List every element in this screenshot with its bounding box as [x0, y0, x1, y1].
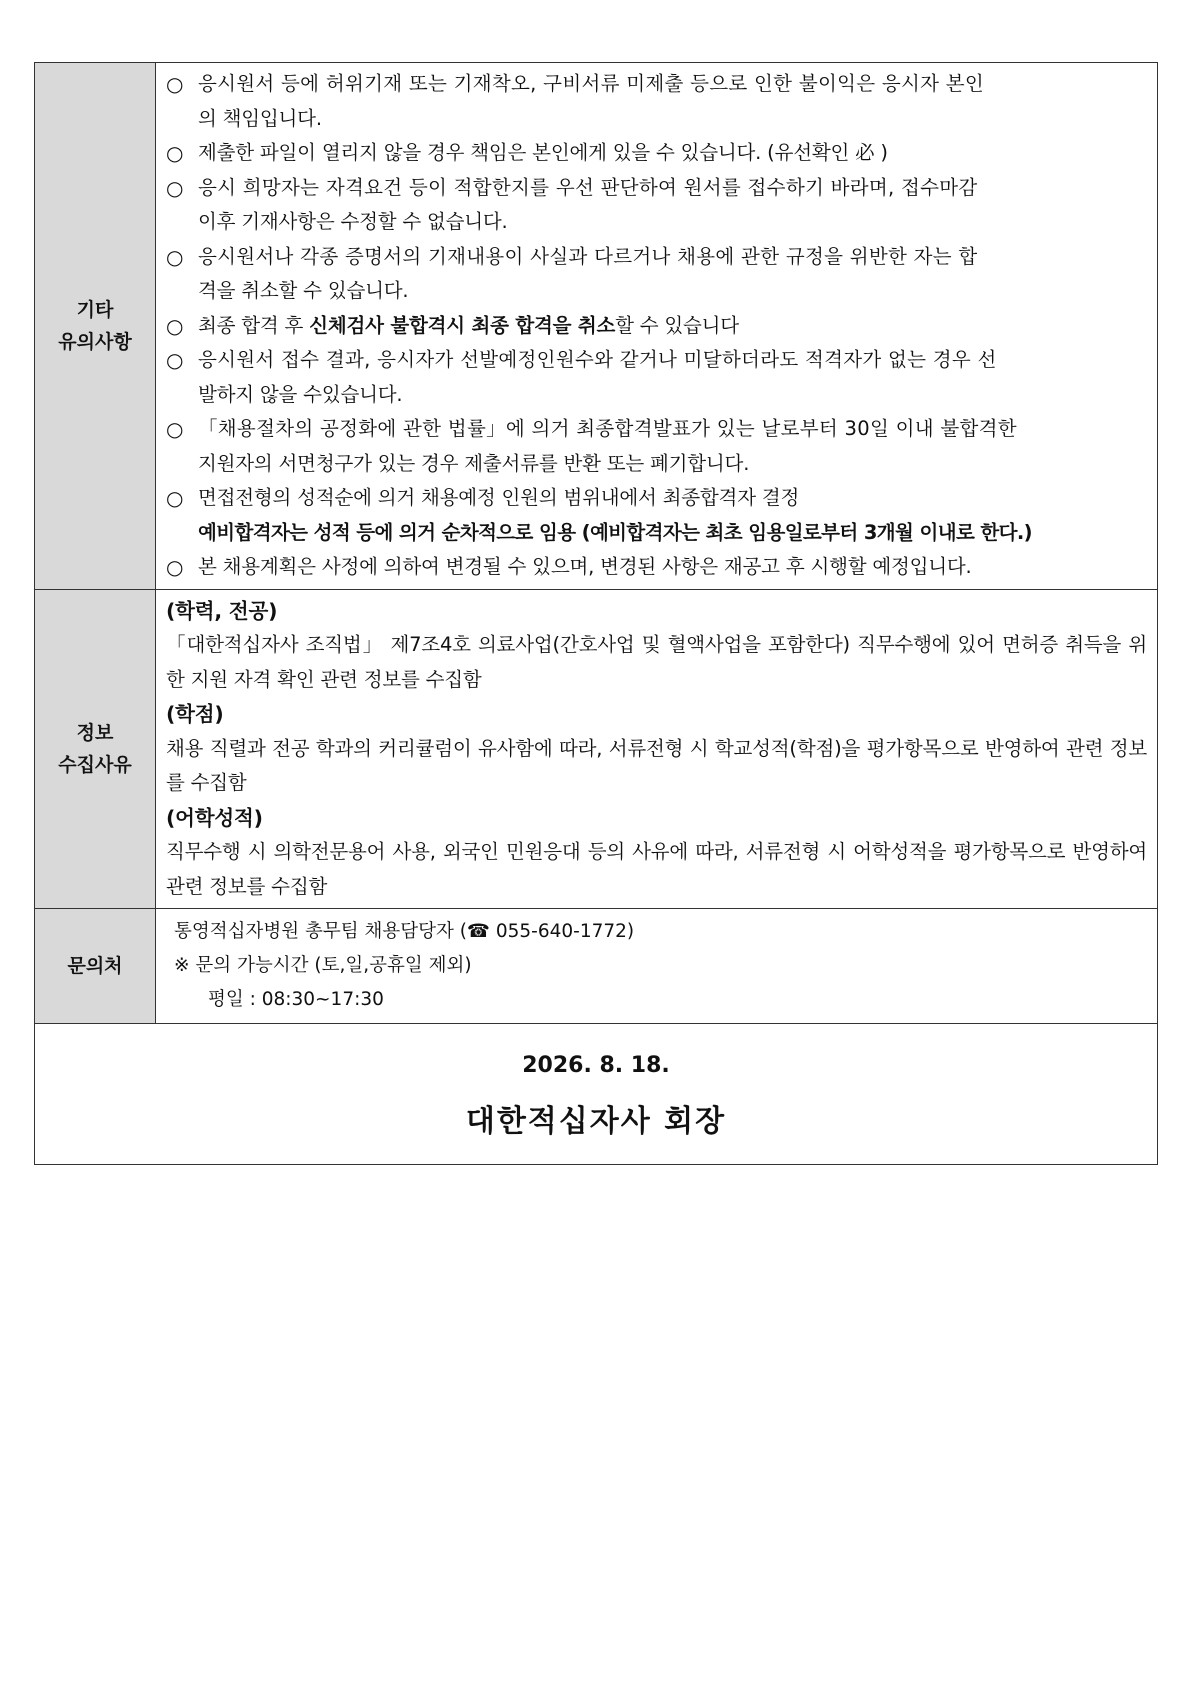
info-row	[35, 589, 1158, 909]
contact-person: 통영적십자병원 총무팀 채용담당자 (☎ 055-640-1772)	[174, 921, 635, 942]
note-item-6	[166, 343, 1147, 378]
note-continuation: 이후 기재사항은 수정할 수 없습니다.	[198, 210, 508, 233]
section-title-credits: (학점)	[166, 702, 224, 726]
note-text: 응시원서 등에 허위기재 또는 기재착오, 구비서류 미제출 등으로 인한 불이익은 응시자 본인	[198, 72, 985, 95]
section-title-education: (학력, 전공)	[166, 598, 278, 623]
note-continuation: 의 책임입니다.	[198, 106, 322, 130]
info-content	[156, 589, 1158, 909]
notes-label-line1: 기타	[76, 298, 114, 321]
notes-label	[35, 63, 156, 590]
announcement-date: 2026. 8. 18.	[522, 1053, 670, 1078]
contact-content	[156, 909, 1158, 1024]
note-emphasis-line: 예비합격자는 성적 등에 의거 순차적으로 임용 (예비합격자는 최초 임용일로부터 3개월 이내로 한다.)	[198, 520, 1032, 544]
circle-bullet-icon: ○	[166, 555, 184, 579]
section-text-credits: 채용 직렬과 전공 학과의 커리큘럼이 유사함에 따라, 서류전형 시 학교성적(학점)을 평가항목으로 반영하여 관련 정보를 수집함	[166, 736, 1147, 794]
note-text: 응시원서나 각종 증명서의 기재내용이 사실과 다르거나 채용에 관한 규정을 위반한 자는 합	[198, 244, 978, 268]
footer-cell	[35, 1024, 1158, 1165]
circle-bullet-icon: ○	[166, 313, 184, 338]
note-item-4	[166, 240, 1147, 275]
circle-bullet-icon: ○	[166, 348, 184, 372]
notes-content	[156, 63, 1158, 590]
issuer-name: 대한적십자사 회장	[465, 1104, 727, 1139]
section-text-language: 직무수행 시 의학전문용어 사용, 외국인 민원응대 등의 사유에 따라, 서류전형 시 어학성적을 평가항목으로 반영하여 관련 정보를 수집함	[166, 840, 1147, 898]
section-text-education: 「대한적십자사 조직법」 제7조4호 의료사업(간호사업 및 혈액사업을 포함한다) 직무수행에 있어 면허증 취득을 위한 지원 자격 확인 관련 정보를 수집함	[166, 633, 1147, 691]
circle-bullet-icon: ○	[166, 417, 184, 441]
notes-label-line2: 유의사항	[58, 330, 132, 353]
note-text: 응시원서 접수 결과, 응시자가 선발예정인원수와 같거나 미달하더라도 적격자가 없는 경우 선	[198, 348, 997, 371]
notes-row	[35, 63, 1158, 590]
note-item-3	[166, 171, 1147, 206]
circle-bullet-icon: ○	[166, 244, 184, 269]
circle-bullet-icon: ○	[166, 175, 184, 200]
note-item-2	[166, 136, 1147, 171]
section-title-language: (어학성적)	[166, 805, 263, 830]
note-item-7	[166, 412, 1147, 447]
note-item-9	[166, 550, 1147, 585]
note-item-5	[166, 309, 1147, 344]
note-continuation: 지원자의 서면청구가 있는 경우 제출서류를 반환 또는 폐기합니다.	[198, 451, 750, 475]
contact-hours: 평일 : 08:30~17:30	[208, 989, 384, 1010]
note-continuation: 격을 취소할 수 있습니다.	[198, 279, 409, 302]
footer-row	[35, 1024, 1158, 1165]
circle-bullet-icon: ○	[166, 486, 184, 510]
contact-label: 문의처	[35, 909, 156, 1024]
note-text: 할 수 있습니다	[615, 313, 739, 337]
note-continuation: 발하지 않을 수있습니다.	[198, 382, 403, 406]
note-item-8	[166, 481, 1147, 516]
contact-hours-note: ※ 문의 가능시간 (토,일,공휴일 제외)	[174, 955, 472, 976]
note-text: 최종 합격 후	[198, 313, 310, 337]
circle-bullet-icon: ○	[166, 141, 184, 165]
info-label-line1: 정보	[76, 721, 114, 744]
note-text: 응시 희망자는 자격요건 등이 적합한지를 우선 판단하여 원서를 접수하기 바라며, 접수마감	[198, 175, 978, 199]
note-text: 제출한 파일이 열리지 않을 경우 책임은 본인에게 있을 수 있습니다. (유선확인 必 )	[198, 141, 888, 164]
note-text: 본 채용계획은 사정에 의하여 변경될 수 있으며, 변경된 사항은 재공고 후 시행할 예정입니다.	[198, 555, 972, 578]
contact-row	[35, 909, 1158, 1024]
notice-table	[34, 62, 1158, 1165]
note-item-1	[166, 67, 1147, 102]
info-label	[35, 589, 156, 909]
info-label-line2: 수집사유	[58, 753, 132, 776]
note-text: 「채용절차의 공정화에 관한 법률」에 의거 최종합격발표가 있는 날로부터 30일 이내 불합격한	[198, 417, 1017, 440]
circle-bullet-icon: ○	[166, 72, 184, 96]
note-text: 면접전형의 성적순에 의거 채용예정 인원의 범위내에서 최종합격자 결정	[198, 486, 800, 509]
note-emphasis: 신체검사 불합격시 최종 합격을 취소	[309, 313, 616, 337]
